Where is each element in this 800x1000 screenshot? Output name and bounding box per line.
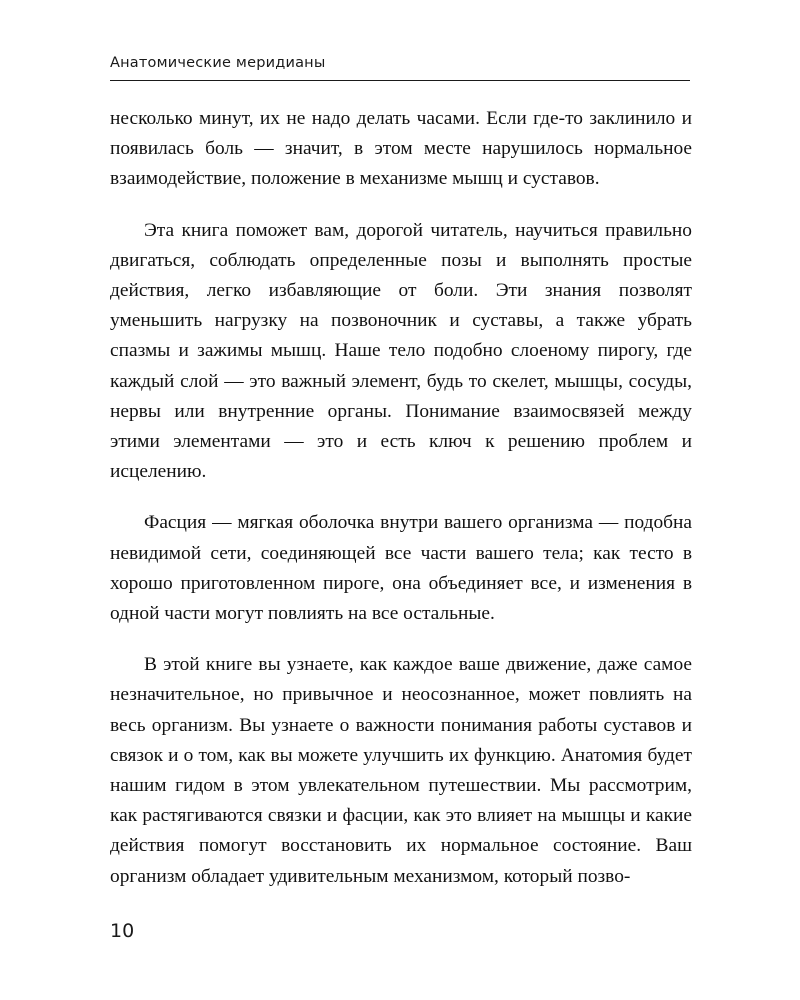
body-text xyxy=(110,104,692,892)
paragraph-3: Фасция — мягкая оболочка внутри вашего организма — подобна невидимой сети, соединяющей все части вашего тела; как тесто в хорошо приготовленном пироге, она объединяет все, и изменения в одной части могут повлиять на все остальные. xyxy=(110,512,692,625)
page-number: 10 xyxy=(110,920,135,942)
paragraph-2: Эта книга поможет вам, дорогой читатель, научиться правильно двигаться, соблюдать определенные позы и выполнять простые действия, легко избавляющие от боли. Эти знания позволят уменьшить нагрузку на позвоночник и суставы, а также убрать спазмы и зажимы мышц. Наше тело подобно слоеному пирогу, где каждый слой — это важный элемент, будь то скелет, мышцы, сосуды, нервы или внутренние органы. Понимание взаимосвязей между этими элементами — это и есть ключ к решению проблем и исцелению. xyxy=(110,219,692,483)
paragraph-1: несколько минут, их не надо делать часами. Если где-то заклинило и появилась боль — значит, в этом месте нарушилось нормальное взаимодействие, положение в механизме мышц и суставов. xyxy=(110,108,692,190)
paragraph-4: В этой книге вы узнаете, как каждое ваше движение, даже самое незначительное, но привычное и неосознанное, может повлиять на весь организм. Вы узнаете о важности понимания работы суставов и связок и о том, как вы можете улучшить их функцию. Анатомия будет нашим гидом в этом увлекательном путешествии. Мы рассмотрим, как растягиваются связки и фасции, как это влияет на мышцы и какие действия помогут восстановить их нормальное состояние. Ваш организм обладает удивительным механизмом, который позво- xyxy=(110,654,692,887)
header-divider xyxy=(110,80,690,81)
running-head: Анатомические меридианы xyxy=(110,55,326,71)
page-header xyxy=(110,55,690,81)
